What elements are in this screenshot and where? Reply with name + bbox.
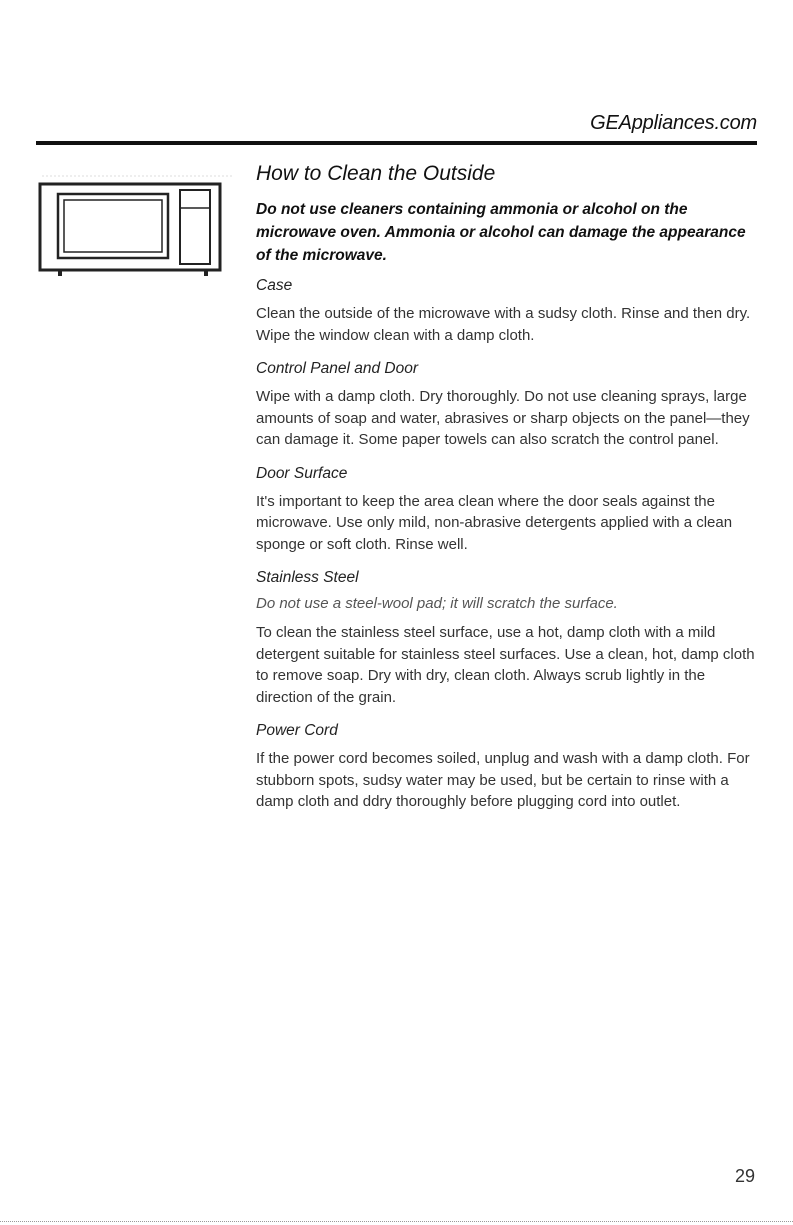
page-title: How to Clean the Outside: [256, 162, 496, 185]
section-heading: Stainless Steel: [256, 569, 359, 586]
header-rule: [36, 141, 757, 145]
page-number: 29: [734, 1166, 755, 1186]
content-area: [256, 162, 758, 827]
microwave-illustration: [34, 170, 234, 280]
section-body: It's important to keep the area clean where the door seals against the microwave. Use only mild, non-abrasive detergents applied with a clean sponge or soft cloth. Rinse well.: [256, 492, 733, 553]
section-case: [256, 277, 758, 346]
section-heading: Control Panel and Door: [256, 360, 418, 377]
section-body: Clean the outside of the microwave with a sudsy cloth. Rinse and then dry. Wipe the window clean with a damp cloth.: [256, 305, 751, 344]
section-heading: Door Surface: [256, 464, 348, 482]
section-stainless-steel: [256, 569, 758, 708]
site-url: GEAppliances.com: [590, 112, 757, 134]
section-power-cord: [256, 722, 758, 813]
section-body: If the power cord becomes soiled, unplug and wash with a damp cloth. For stubborn spots, sudsy water may be used, but be certain to rinse with a damp cloth and ddry thoroughly before plugging cord into outlet.: [256, 750, 750, 810]
section-heading: Power Cord: [256, 722, 338, 739]
section-control-panel: [256, 360, 758, 451]
section-heading: Case: [256, 277, 293, 294]
section-body: Wipe with a damp cloth. Dry thoroughly. Do not use cleaning sprays, large amounts of soap and water, abrasives or sharp objects on the panel—they can damage it. Some paper towels can also scratch the control panel.: [256, 388, 750, 448]
section-body: To clean the stainless steel surface, use a hot, damp cloth with a mild detergent suitable for stainless steel surfaces. Use a clean, hot, damp cloth to remove soap. Dry with dry, clean cloth. Always scrub lightly in the direction of the grain.: [256, 624, 755, 706]
section-door-surface: [256, 465, 758, 556]
bottom-edge-rule: [0, 1221, 793, 1222]
steel-wool-note: Do not use a steel-wool pad; it will scratch the surface.: [256, 595, 618, 612]
ammonia-warning: Do not use cleaners containing ammonia or alcohol on the microwave oven. Ammonia or alcohol can damage the appearance of the microwave.: [256, 201, 746, 264]
